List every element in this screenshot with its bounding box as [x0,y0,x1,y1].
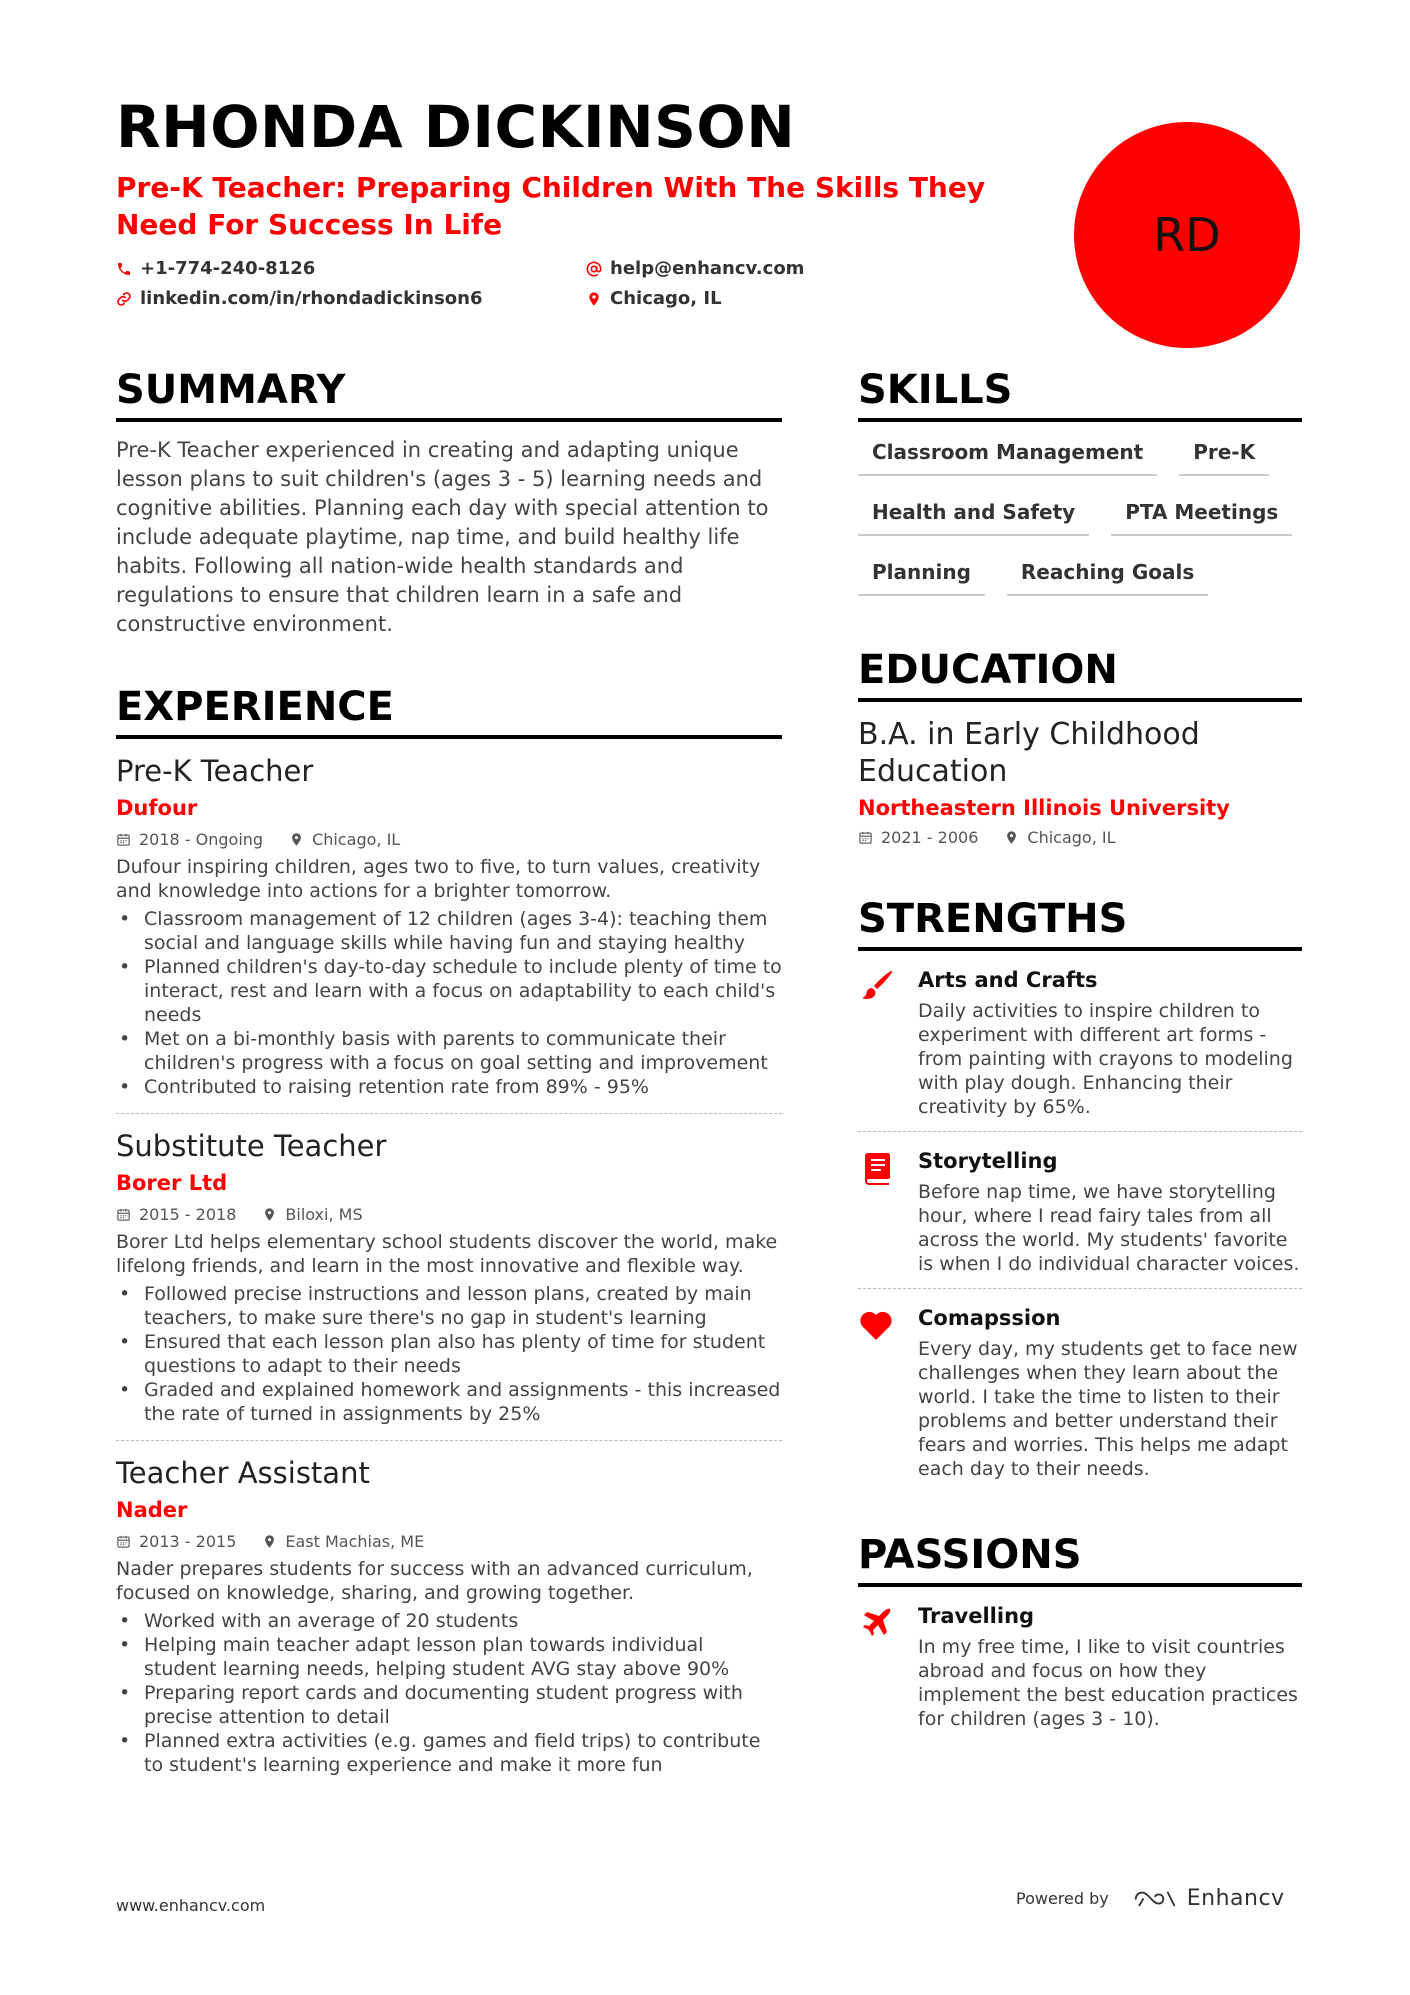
bullet-item: • Followed precise instructions and lesson plans, created by main teachers, to make sure there's no gap in student's learning [116,1282,782,1330]
job-title: Teacher Assistant [116,1455,370,1490]
job-description: Dufour inspiring children, ages two to five, to turn values, creativity and knowledge into actions for a brighter tomorrow. [116,855,761,902]
at-sign-icon [586,261,602,277]
skill-tag: Planning [858,556,985,596]
bullet-item: • Ensured that each lesson plan also has plenty of time for student questions to adapt to their needs [116,1330,782,1378]
job-meta [116,1532,782,1551]
phone-icon [116,261,132,277]
education-dates-text: 2021 - 2006 [881,828,979,847]
strength-description: Daily activities to inspire children to experiment with different art forms - from painting with crayons to modeling with play dough. Enhancing their creativity by 65%. [918,1000,1293,1118]
phone-text: +1-774-240-8126 [140,258,316,280]
skill-tag: Reaching Goals [1007,556,1208,596]
strength-item [858,1303,1302,1493]
bullet-item: • Graded and explained homework and assignments - this increased the rate of turned in assignments by 25% [116,1378,782,1426]
contact-phone [116,258,586,280]
company-name: Dufour [116,795,198,820]
bullet-item: • Classroom management of 12 children (ages 3-4): teaching them social and language skills while having fun and staying healthy [116,907,782,955]
job-title: Pre-K Teacher [116,754,314,788]
bullet-item: • Worked with an average of 20 students [116,1609,782,1633]
education-entry [858,716,1302,847]
job-location-text: Chicago, IL [312,829,401,849]
summary-heading: SUMMARY [116,368,782,422]
map-pin-icon [586,291,602,307]
job-bullets [116,907,782,1099]
email-text[interactable]: help@enhancv.com [610,258,805,280]
skills-list [858,436,1302,596]
job-dates-text: 2018 - Ongoing [139,829,264,849]
map-pin-icon [262,1207,277,1222]
strength-description: Every day, my students get to face new challenges when they learn about the world. I take the time to listen to their problems and better understand their fears and worries. This helps me adapt each day to their needs. [918,1338,1298,1480]
calendar-icon [116,1534,131,1549]
job-entry [116,1128,782,1441]
education-heading: EDUCATION [858,648,1302,702]
skill-tag: Classroom Management [858,436,1157,476]
link-icon [116,291,132,307]
skill-tag: Health and Safety [858,496,1089,536]
bullet-item: • Planned children's day-to-day schedule to include plenty of time to interact, rest and learn with a focus on adaptability to each child's needs [116,955,782,1027]
passion-description: In my free time, I like to visit countries abroad and focus on how they implement the best education practices for children (ages 3 - 10). [918,1636,1298,1730]
candidate-name: RHONDA DICKINSON [116,93,796,161]
job-dates [116,1532,236,1551]
strength-item [858,1146,1302,1289]
degree-title: B.A. in Early Childhood Education [858,717,1200,789]
bullet-item: • Contributed to raising retention rate from 89% - 95% [116,1075,782,1099]
calendar-icon [116,832,131,847]
strength-title: Arts and Crafts [918,968,1098,992]
contact-location [586,288,1006,310]
job-entry [116,1455,782,1791]
resume-header [116,93,1046,310]
heart-icon [858,1303,896,1481]
candidate-title: Pre-K Teacher: Preparing Children With The Skills They Need For Success In Life [116,170,986,241]
calendar-icon [858,830,873,845]
job-title: Substitute Teacher [116,1128,387,1163]
bullet-item: • Met on a bi-monthly basis with parents to communicate their children's progress with a focus on goal setting and improvement [116,1027,782,1075]
contact-linkedin[interactable] [116,288,586,310]
strength-title: Comapssion [918,1306,1061,1330]
skill-tag: PTA Meetings [1111,496,1292,536]
summary-text: Pre-K Teacher experienced in creating and adapting unique lesson plans to suit children's (ages 3 - 5) learning needs and cognitive abilities. Planning each day with special attention to include adequate playtime, nap time, and build healthy life habits. Following all nation-wide health standards and regulations to ensure that children learn in a safe and constructive environment. [116,438,769,636]
job-location-text: Biloxi, MS [285,1204,363,1224]
enhancv-logo[interactable] [1133,1886,1285,1911]
education-location-text: Chicago, IL [1027,828,1116,847]
school-name: Northeastern Illinois University [858,796,1230,820]
passion-title: Travelling [918,1604,1035,1628]
job-meta [116,1205,782,1224]
bullet-item: • Preparing report cards and documenting student progress with precise attention to detail [116,1681,782,1729]
job-bullets [116,1609,782,1777]
skill-tag: Pre-K [1179,436,1269,476]
job-dates [116,830,263,849]
company-name: Borer Ltd [116,1170,228,1195]
job-entry [116,753,782,1114]
contact-list [116,258,1046,310]
brand-name: Enhancv [1186,1886,1285,1911]
avatar [1074,122,1300,348]
strengths-heading: STRENGTHS [858,897,1302,951]
footer-website[interactable]: www.enhancv.com [116,1896,266,1915]
footer-powered [1016,1886,1285,1911]
education-location [1004,828,1115,847]
bullet-item: • Planned extra activities (e.g. games and field trips) to contribute to student's learning experience and make it more fun [116,1729,782,1777]
avatar-initials: RD [1153,208,1221,262]
experience-heading: EXPERIENCE [116,685,782,739]
enhancv-logo-icon [1133,1888,1177,1910]
bullet-item: • Helping main teacher adapt lesson plan towards individual student learning needs, helping student AVG stay above 90% [116,1633,782,1681]
map-pin-icon [289,832,304,847]
job-bullets [116,1282,782,1426]
map-pin-icon [262,1534,277,1549]
job-dates [116,1205,236,1224]
map-pin-icon [1004,830,1019,845]
job-location [262,1205,362,1224]
book-icon [858,1146,896,1276]
contact-email[interactable] [586,258,1006,280]
job-meta [116,830,782,849]
calendar-icon [116,1207,131,1222]
powered-by-text: Powered by [1016,1889,1109,1908]
job-location [289,830,400,849]
location-text: Chicago, IL [610,288,722,310]
job-description: Nader prepares students for success with an advanced curriculum, focused on knowledge, sharing, and growing together. [116,1557,753,1604]
company-name: Nader [116,1497,188,1522]
job-description: Borer Ltd helps elementary school students discover the world, make lifelong friends, and learn in the most innovative and flexible way. [116,1230,778,1277]
left-column [116,368,782,1805]
strength-description: Before nap time, we have storytelling hour, where I read fairy tales from all across the world. My students' favorite is when I do individual character voices. [918,1181,1300,1275]
paintbrush-icon [858,965,896,1119]
job-location-text: East Machias, ME [285,1531,425,1551]
passions-heading: PASSIONS [858,1533,1302,1587]
job-dates-text: 2015 - 2018 [139,1204,237,1224]
strength-item [858,965,1302,1132]
airplane-icon [858,1601,896,1731]
strength-title: Storytelling [918,1149,1058,1173]
job-location [262,1532,424,1551]
linkedin-text[interactable]: linkedin.com/in/rhondadickinson6 [140,288,483,310]
education-dates [858,828,978,847]
passion-item [858,1601,1302,1743]
education-meta [858,828,1302,847]
skills-heading: SKILLS [858,368,1302,422]
job-dates-text: 2013 - 2015 [139,1531,237,1551]
right-column [858,368,1302,1783]
